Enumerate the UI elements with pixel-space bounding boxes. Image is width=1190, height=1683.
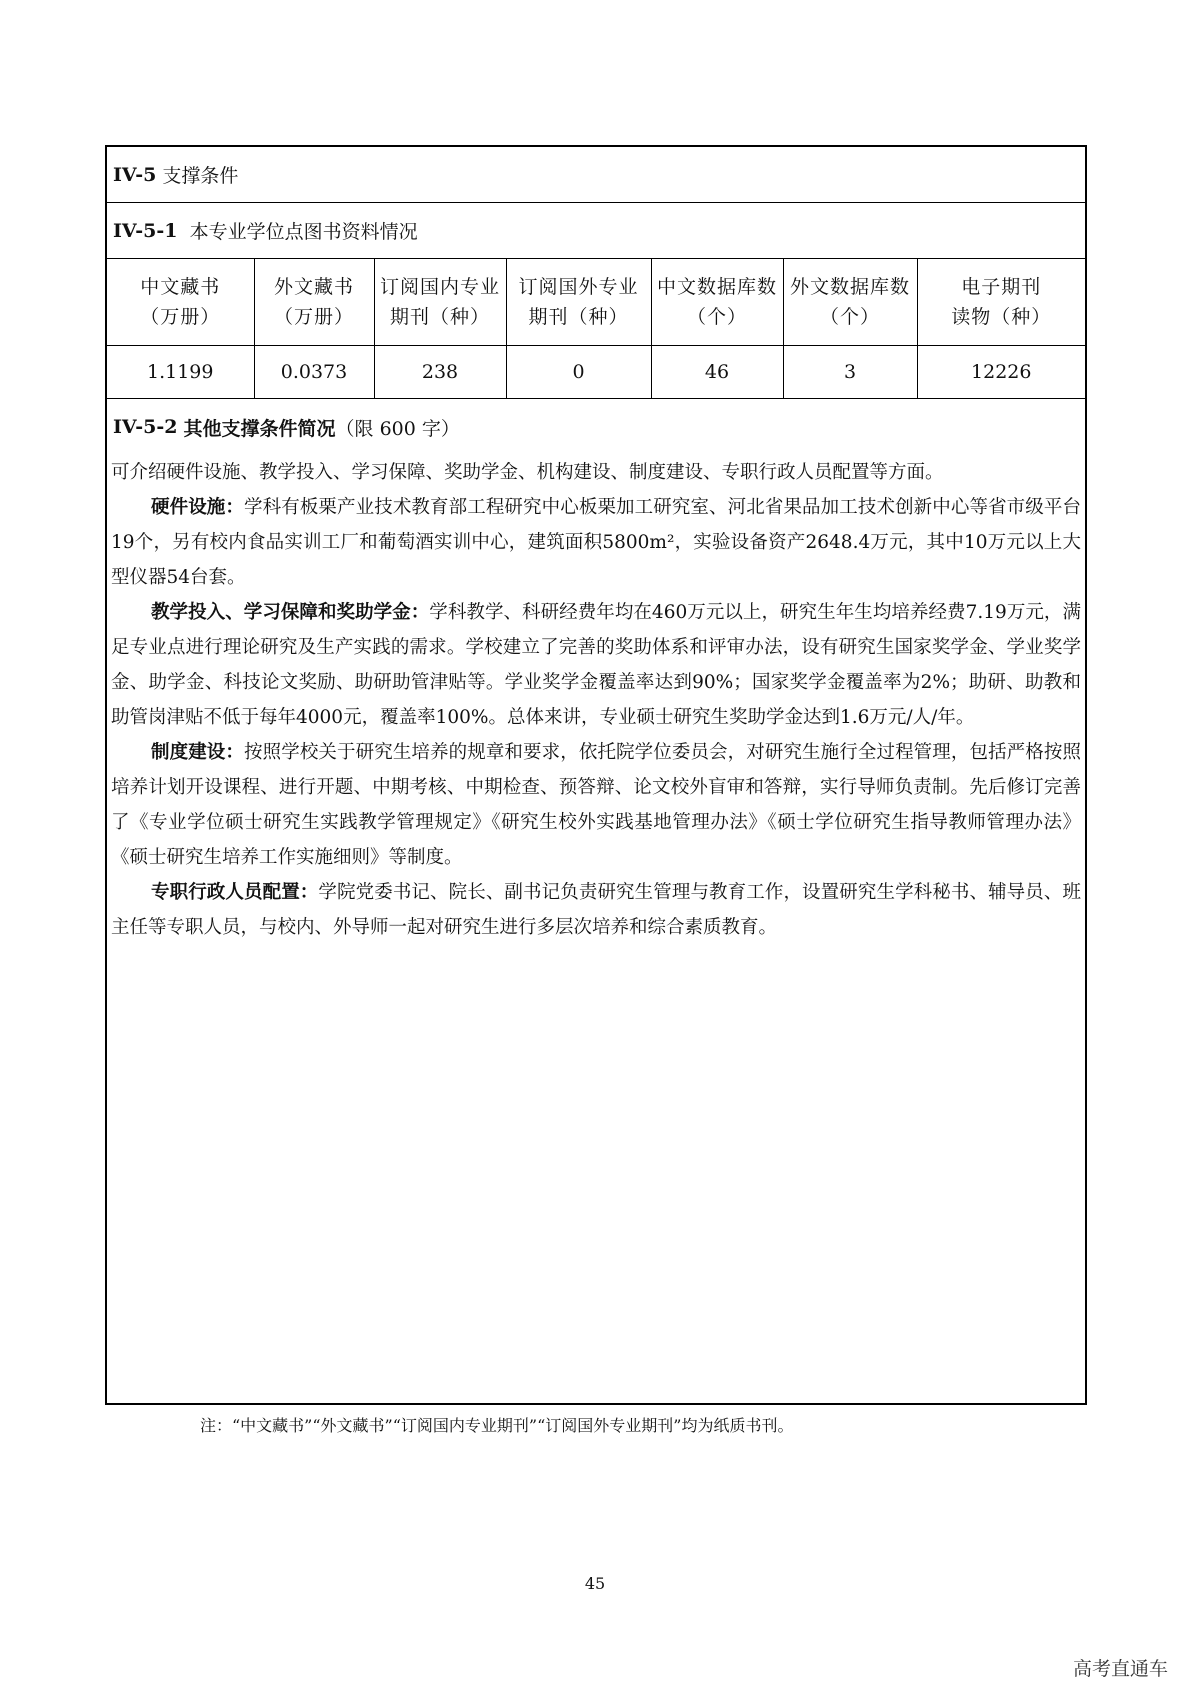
- page-number: 45: [584, 1574, 606, 1593]
- subsection-1-title: 本专业学位点图书资料情况: [189, 221, 418, 243]
- value-cell: 3: [783, 346, 917, 399]
- section-code: IV-5: [113, 163, 157, 186]
- funding-text: 学科教学、科研经费年均在460万元以上，研究生年生均培养经费7.19万元，满足专业点进行理论研究及生产实践的需求。学校建立了完善的奖助体系和评审办法，设有研究生国家奖学金、学业奖学金、助学金、科技论文奖励、助研助管津贴等。学业奖学金覆盖率达到90%；国家奖学金覆盖率为2%；助研、助教和助管岗津贴不低于每年4000元，覆盖率100%。总体来讲，专业硕士研究生奖助学金达到1.6万元/人/年。: [111, 602, 1081, 728]
- header-cell: 订阅国内专业 期刊（种）: [374, 259, 506, 346]
- hardware-paragraph: [111, 490, 1081, 595]
- hardware-label: 硬件设施：: [151, 497, 245, 518]
- table-header-row: [107, 259, 1085, 346]
- staff-text: 学院党委书记、院长、副书记负责研究生管理与教育工作，设置研究生学科秘书、辅导员、班主任等专职人员，与校内、外导师一起对研究生进行多层次培养和综合素质教育。: [111, 882, 1081, 938]
- intro-paragraph: 可介绍硬件设施、教学投入、学习保障、奖助学金、机构建设、制度建设、专职行政人员配置等方面。: [111, 462, 944, 483]
- header-cell: 外文藏书 （万册）: [254, 259, 374, 346]
- subsection-1-title-row: [107, 203, 1085, 259]
- value-cell: 12226: [917, 346, 1085, 399]
- value-cell: 238: [374, 346, 506, 399]
- system-paragraph: [111, 735, 1081, 875]
- header-cell: 中文数据库数 （个）: [651, 259, 783, 346]
- staff-paragraph: [111, 875, 1081, 945]
- funding-label: 教学投入、学习保障和奖助学金：: [151, 602, 430, 623]
- funding-paragraph: [111, 595, 1081, 735]
- subsection-2-title: 其他支撑条件简况: [183, 417, 336, 440]
- header-cell: 中文藏书 （万册）: [107, 259, 254, 346]
- header-cell: 外文数据库数 （个）: [783, 259, 917, 346]
- value-cell: 46: [651, 346, 783, 399]
- footnote: 注：“中文藏书”“外文藏书”“订阅国内专业期刊”“订阅国外专业期刊”均为纸质书刊。: [200, 1416, 794, 1435]
- value-cell: 1.1199: [107, 346, 254, 399]
- subsection-1-code: IV-5-1: [113, 219, 178, 242]
- watermark-logo: 高考直通车: [1072, 1658, 1168, 1680]
- subsection-2-code: IV-5-2: [113, 416, 178, 438]
- support-conditions-form: [105, 145, 1087, 1405]
- section-title-row: [107, 147, 1085, 203]
- table-value-row: [107, 346, 1085, 399]
- staff-label: 专职行政人员配置：: [151, 882, 319, 903]
- subsection-2-title-row: [107, 399, 1085, 455]
- header-cell: 订阅国外专业 期刊（种）: [506, 259, 651, 346]
- system-text: 按照学校关于研究生培养的规章和要求，依托院学位委员会，对研究生施行全过程管理，包括严格按照培养计划开设课程、进行开题、中期考核、中期检查、预答辩、论文校外盲审和答辩，实行导师负责制。先后修订完善了《专业学位硕士研究生实践教学管理规定》《研究生校外实践基地管理办法》《硕士学位研究生指导教师管理办法》《硕士研究生培养工作实施细则》等制度。: [111, 742, 1081, 868]
- support-description: [111, 455, 1081, 945]
- system-label: 制度建设：: [151, 742, 245, 763]
- hardware-text: 学科有板栗产业技术教育部工程研究中心板栗加工研究室、河北省果品加工技术创新中心等省市级平台19个，另有校内食品实训工厂和葡萄酒实训中心，建筑面积5800m²，实验设备资产2648.4万元，其中10万元以上大型仪器54台套。: [111, 497, 1081, 588]
- section-title: 支撑条件: [162, 165, 239, 187]
- subsection-2-limit: （限 600 字）: [335, 417, 460, 440]
- library-stats-table: [107, 259, 1085, 399]
- header-cell: 电子期刊 读物（种）: [917, 259, 1085, 346]
- value-cell: 0: [506, 346, 651, 399]
- value-cell: 0.0373: [254, 346, 374, 399]
